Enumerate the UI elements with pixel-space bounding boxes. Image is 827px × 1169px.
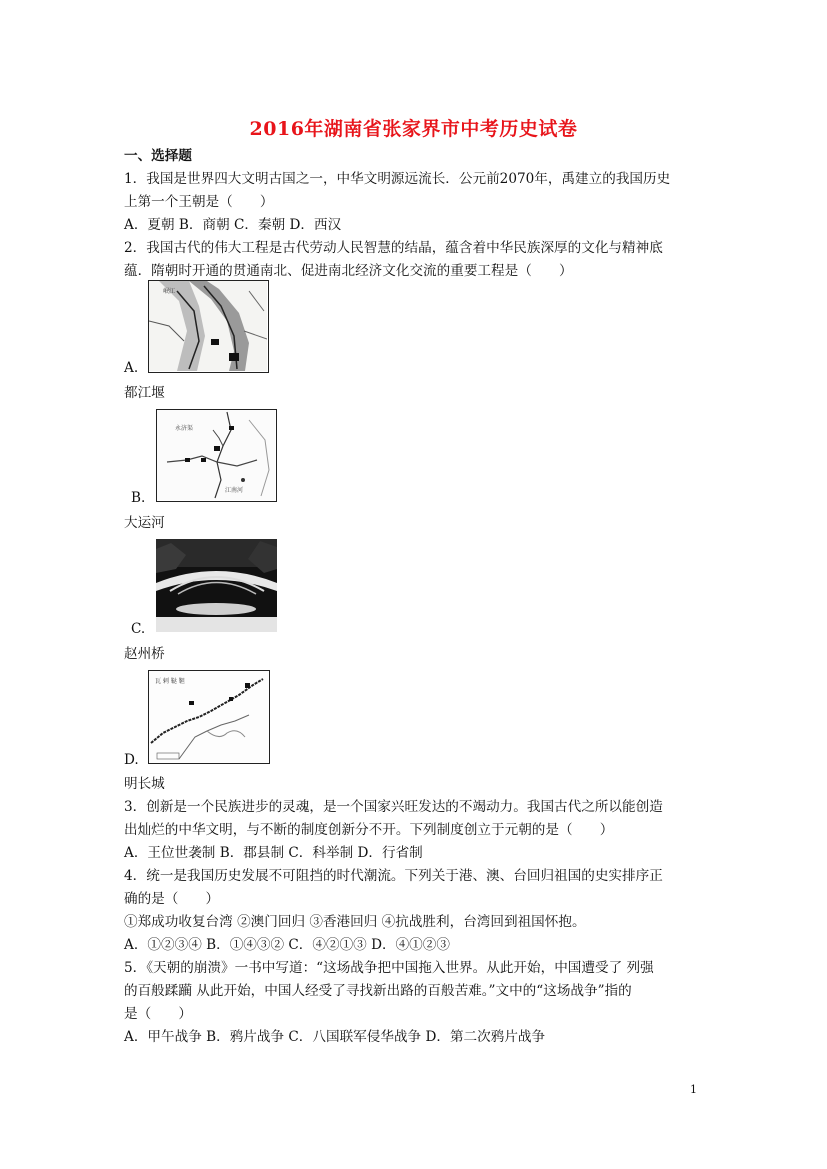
svg-text:永济渠: 永济渠: [175, 425, 194, 432]
q4-stem-line3: ①郑成功收复台湾 ②澳门回归 ③香港回归 ④抗战胜利，台湾回到祖国怀抱。: [124, 914, 586, 930]
q4-stem-line2: 确的是（ ）: [124, 891, 220, 907]
section-heading: 一、选择题: [124, 148, 192, 164]
dujiangyan-map-image: [148, 280, 269, 373]
q3-stem-line1: 3．创新是一个民族进步的灵魂，是一个国家兴旺发达的不竭动力。我国古代之所以能创造: [124, 799, 663, 815]
svg-text:江南河: 江南河: [225, 487, 244, 494]
q2-option-b-text: 大运河: [124, 515, 165, 531]
zhaozhou-bridge-photo: [156, 539, 277, 632]
q5-stem-line2: 的百般蹂躏 从此开始，中国人经受了寻找新出路的百般苦难。”文中的“这场战争”指的: [124, 983, 632, 999]
q2-option-b-label: B.: [131, 490, 146, 506]
q2-option-a-text: 都江堰: [124, 385, 165, 401]
q2-option-c-text: 赵州桥: [124, 646, 165, 662]
q5-options: A．甲午战争 B．鸦片战争 C．八国联军侵华战争 D．第二次鸦片战争: [124, 1029, 546, 1045]
page-number: 1: [690, 1083, 697, 1096]
page-title: 2016年湖南省张家界市中考历史试卷: [249, 118, 578, 140]
q3-stem-line2: 出灿烂的中华文明，与不断的制度创新分不开。下列制度创立于元朝的是（ ）: [124, 822, 614, 838]
q2-option-c-label: C.: [131, 621, 146, 637]
q2-option-d-label: D.: [124, 752, 139, 768]
svg-text:岷江: 岷江: [163, 288, 176, 295]
q2-stem-line2: 蕴．隋朝时开通的贯通南北、促进南北经济文化交流的重要工程是（ ）: [124, 263, 573, 279]
q1-stem-line1: 1．我国是世界四大文明古国之一，中华文明源远流长．公元前2070年，禹建立的我国历史: [124, 171, 671, 187]
q2-option-a-label: A.: [124, 360, 139, 376]
q4-stem-line1: 4．统一是我国历史发展不可阻挡的时代潮流。下列关于港、澳、台回归祖国的史实排序正: [124, 868, 663, 884]
svg-text:瓦 剌 鞑 靼: 瓦 剌 鞑 靼: [155, 678, 185, 685]
q4-options: A．①②③④ B．①④③② C．④②①③ D．④①②③: [124, 937, 450, 953]
grand-canal-map-image: [156, 409, 277, 502]
q5-stem-line1: 5．《天朝的崩溃》一书中写道：“这场战争把中国拖入世界。从此开始，中国遭受了 列强: [124, 960, 654, 976]
great-wall-map-image: [148, 670, 270, 764]
q1-stem-line2: 上第一个王朝是（ ）: [124, 194, 274, 210]
q2-option-d-text: 明长城: [124, 776, 165, 792]
q1-options: A．夏朝 B．商朝 C．秦朝 D．西汉: [124, 217, 342, 233]
q5-stem-line3: 是（ ）: [124, 1006, 192, 1022]
q3-options: A．王位世袭制 B．郡县制 C．科举制 D．行省制: [124, 845, 423, 861]
q2-stem-line1: 2．我国古代的伟大工程是古代劳动人民智慧的结晶，蕴含着中华民族深厚的文化与精神底: [124, 240, 663, 256]
